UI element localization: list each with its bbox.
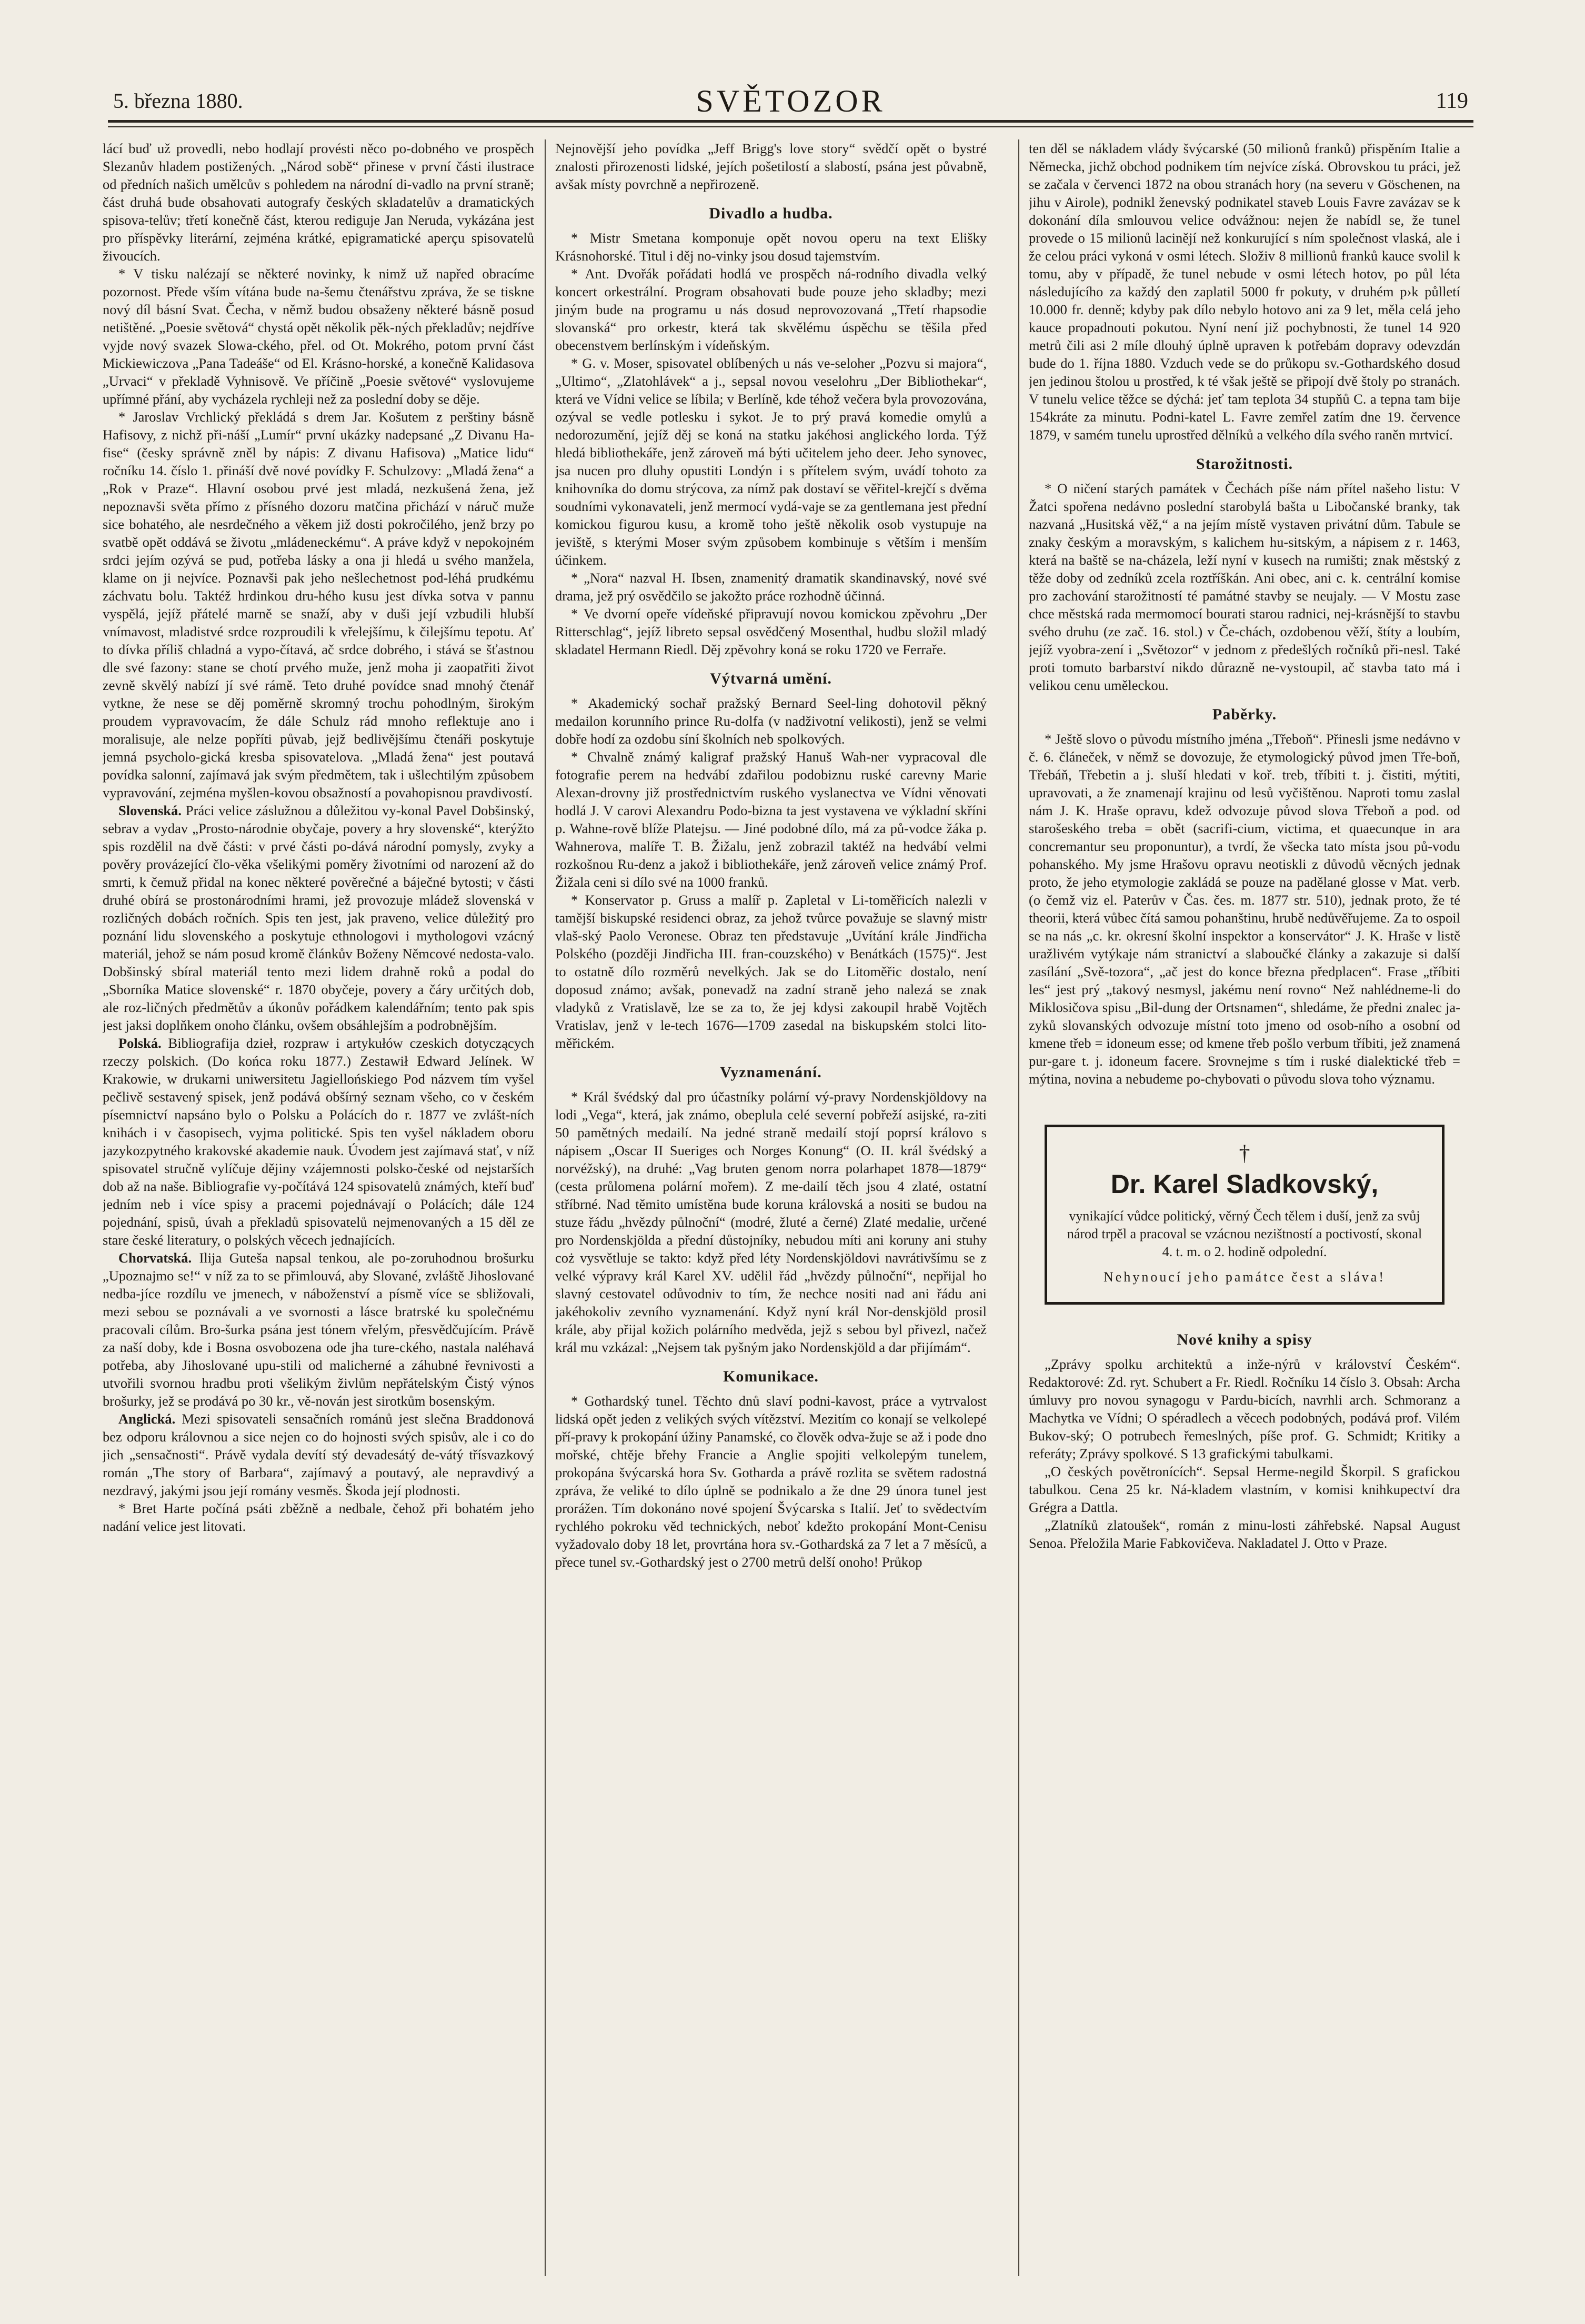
section-lead-slovak: Slovenská. bbox=[118, 803, 182, 818]
column-2 bbox=[555, 139, 987, 2281]
paragraph-text: Mezi spisovateli sensačních románů jest slečna Braddonová bez odporu královnou a sice nejen co do hojnosti svých spisův, ale i co do jich „sensačnosti“. Právě vydala devítí stý devadesátý de-vátý třísvazkový román „The story of Barbara“, zajímavý a poutavý, ale nepravdivý a nezdravý, jakými jsou její romány vesměs. Škoda její plodnosti. bbox=[103, 1411, 534, 1498]
section-heading-communications: Komunikace. bbox=[723, 1368, 819, 1385]
article-paragraph bbox=[103, 802, 534, 1034]
obituary-box bbox=[1045, 1125, 1444, 1305]
article-paragraph: * Ještě slovo o původu místního jména „Třeboň“. Přinesli jsme nedávno v č. 6. článeček, v němž se dovozuje, že etymologický původ jmen Tře-boň, Třebáň, Třebetin a j. sluší hledati v koř. treb, tříbiti t. j. čistiti, mýtiti, upravovati, a že znamenají krajinu od lesů vyčištěnou. Naproti tomu zaslal nám J. K. Hraše opravu, kdež odvozuje původ slova Třeboň a pod. od starošeského treba = obět (sacrifi-cium, victima, et quaecunque in ara concremantur seu proponuntur), a tvrdí, že všecka tato místa jsou pů-vodu pohanského. My jsme Hrašovu opravu neotiskli z důvodů věcných jednak proto, že jeho etymologie zakládá se pouze na padělané glosse v Mat. verb. (o čemž viz el. Paterův v Čas. čes. m. 1877 str. 510), jednak proto, že té theorii, která vůbec čítá samou pohanštinu, hrubě nedůvěřujeme. Za to ospoil se na nás „c. kr. okresní školní inspektor a konservátor“ J. K. Hraše v listě uražlivém vytýkaje nám stranictví a slaboučké články a zakazuje si další zasílání „Svě-tozora“, „ač jest do konce března předplacen“. Frase „tříbiti les“ jest prý „takový nesmysl, jakému není rovno“ Než nahlédneme-li do Miklosičova spisu „Bil-dung der Ortsnamen“, shledáme, že předni znalec ja-zyků slovanských odvozuje místní toto jmeno od osob-ního a osobní od kmene třeb = idoneum esse; od kmene třeb pošlo verbum tříbiti, jež znamená pur-gare t. j. idoneum facere. Srovnejme s tím i ruské dialektické třeb = mýtina, novina a nebudeme po-chybovati o původu slova toho významu. bbox=[1029, 731, 1460, 1087]
article-paragraph: * Bret Harte počíná psáti zběžně a nedbale, čehož při bohatém jeho nadání velice jest litovati. bbox=[103, 1500, 534, 1534]
article-paragraph bbox=[103, 1410, 534, 1499]
paragraph-text: Ilija Guteša napsal tenkou, ale po-zoruhodnou brošurku „Upoznajmo se!“ v níž za to se přimlouvá, aby Slované, zvláště Jihoslované nedba-jíce rozdílu ve jmenech, v náboženství a písmě více se sbližovali, mezi sebou se poznávali a ve svornosti a lásce bratrské ku společnému pracovali cílům. Bro-šurka psána jest tónem vřelým, přesvědčujícím. Právě za naší doby, kde i Bosna osvobozena ode jha ture-ckého, nastala naléhavá potřeba, aby Jihoslované upu-stili od malicherné a záhubné řevnivosti a utvořili svornou hradbu proti všelikým živlům nepřátelským Čistý výnos brošurky, jež se prodává po 30 kr., vě-nován jest sirotkům bosenským. bbox=[103, 1250, 534, 1409]
article-paragraph: Nejnovější jeho povídka „Jeff Brigg's love story“ svědčí opět o bystré znalosti přirozenosti lidské, jejích pošetilostí a slabostí, psána jest půvabně, avšak místy povrchně a nepřirozeně. bbox=[555, 141, 987, 192]
article-paragraph: „O českých povětronících“. Sepsal Herme-negild Škorpil. S grafickou tabulkou. Cena 25 kr. Ná-kladem vlastním, v komisi knihkupectví dra Grégra a Dattla. bbox=[1029, 1464, 1460, 1515]
section-lead-english: Anglická. bbox=[118, 1411, 176, 1427]
section-heading-antiquities: Starožitnosti. bbox=[1196, 455, 1293, 473]
newspaper-title: SVĚTOZOR bbox=[696, 84, 886, 118]
cross-icon: † bbox=[1239, 1141, 1250, 1166]
obituary-text: vynikající vůdce politický, věrný Čech tělem i duší, jenž za svůj národ trpěl a pracoval se vzácnou nezištností a poctivostí, skonal 4. t. m. o 2. hodině odpolední. bbox=[1067, 1208, 1422, 1259]
article-paragraph: * Ve dvorní opeře vídeňské připravují novou komickou zpěvohru „Der Ritterschlag“, jejíž libreto sepsal osvědčený Mosenthal, hudbu složil mladý skladatel Hermann Riedl. Děj zpěvohry koná se roku 1720 ve Ferraře. bbox=[555, 606, 987, 657]
column-3 bbox=[1029, 139, 1460, 2281]
article-paragraph: * Jaroslav Vrchlický překládá s drem Jar. Košutem z perštiny básně Hafisovy, z nichž při-náší „Lumír“ první ukázky nadepsané „Z Divanu Ha-fise“ (česky správně zněl by nápis: Z divanu Hafisova) „Matice lidu“ ročníku 14. číslo 1. přináší dvě nové povídky F. Schulzovy: „Mladá žena“ a „Rok v Praze“. Hlavní osobou prvé jest mladá, nezkušená žena, jež nepoznavši světa přímo z přísného dozoru matčina přichází v náruč muže sice bohatého, ale nesrdečného a věkem již dosti pokročilého, jenž brzy po svatbě opět oddává se životu „mládeneckému“. A práve když v nepokojném srdci jejím ozývá se pud, potřeba lásky a ona ji hledá u svého manžela, klame on ji nejvíce. Poznavši pak jeho nešlechetnost pod-léhá prudkému záchvatu bolu. Taktéž hrdinkou dru-hého kusu jest dívka sotva v pannu vyspělá, jejíž přátelé marně se snaží, aby v duši její vzbudili hlubší vnímavost, mladistvé srdce rozproudili k vřelejšímu, k čilejšímu tepotu. Ať to dívka příliš chladná a vypo-čítavá, ač srdce dobrého, i stává se šťastnou dle své fazony: stane se chotí prvého muže, jenž moha ji zaopatřiti život zevně skvělý nabízí jí své rámě. Teto druhé povídce snad mnohý čtenář vytkne, že nese se děj poměrně skromný trochu pohodlným, širokým proudem vypravovacím, že dále Schulz rád mnoho reflektuje ano i moralisuje, ale nelze popříti půvab, jejž bedlivějšímu čtenáři poskytuje jemná psycholo-gická kresba spisovatelova. „Mladá žena“ jest poutavá povídka salonní, zajímavá jak svým předmětem, tak i ušlechtilým způsobem vypravování, zejména myšlen-kovou obsažností a povahopisnou pravdivostí. bbox=[103, 409, 534, 800]
article-paragraph: * V tisku nalézají se některé novinky, k nimž už napřed obracíme pozornost. Přede vším vítána bude na-šemu čtenářstvu zpráva, že se tiskne nový díl básní Svat. Čecha, v němž budou obsaženy některé básně posud netištěné. „Poesie světová“ chystá opět několik pěk-ných překladův; nejdříve vyjde nový svazek Slowa-ckého, přel. od Ot. Mokrého, potom první část Mickiewiczova „Pana Tadeáše“ od El. Krásno-horské, a konečně Kalidasova „Urvaci“ v překladě Vyhnisově. Ve příčině „Poesie světové“ vyslovujeme upřímné přání, aby vycházela rychleji než za poslední doby se děje. bbox=[103, 266, 534, 407]
article-paragraph: * „Nora“ nazval H. Ibsen, znamenitý dramatik skandinavský, nové své drama, jež prý osvědčilo se jakožto práce rozhodně účinná. bbox=[555, 570, 987, 604]
section-heading-gleanings: Paběrky. bbox=[1212, 706, 1277, 723]
section-lead-croatian: Chorvatská. bbox=[118, 1250, 192, 1266]
paragraph-text: Práci velice záslužnou a důležitou vy-konal Pavel Dobšinský, sebrav a vydav „Prosto-národnie obyčaje, povery a hry slovenské“, kterýžto spis rozdělil na dvě části: v prvé části po-dává národní pomysly, zvyky a pověry provázející člo-věka všelikými poměry životními od narození až do smrti, k čemuž přidal na konec některé pověrečné a báječné bytosti; v části druhé obírá se prostonárodními hrami, jež provozuje mládež slovenská v rozličných dobách ročních. Spis ten jest, jak praveno, velice důležitý pro poznání lidu slovenského a poskytuje ethnologovi i mythologovi vzácný materiál, jehož se nám posud kromě článkův Boženy Němcové nedosta-valo. Dobšinský sbíral materiál tento mezi lidem drahně roků a podal do „Sborníka Matice slovenské“ r. 1870 obyčeje, povery a čáry určitých dob, ale roz-ličných předmětův a úkonův pořádkem kalendářním; tento pak spis jest jaksi doplňkem onoho článku, ovšem obsáhlejším a podrobnějším. bbox=[103, 803, 534, 1033]
section-lead-polish: Polská. bbox=[118, 1035, 162, 1051]
column-divider-1 bbox=[545, 139, 546, 2276]
obituary-name: Dr. Karel Sladkovský, bbox=[1110, 1169, 1379, 1199]
article-paragraph: * Gothardský tunel. Těchto dnů slaví podni-kavost, práce a vytrvalost lidská opět jeden z velikých svých vítězství. Mezitím co konají se velkolepé pří-pravy k prokopání úžiny Panamské, co člověk odva-žuje se až i pode dno mořské, chtěje břehy Francie a Anglie spojiti velkolepým tunelem, prokopána švýcarská hora Sv. Gotharda a právě rozlita se světem radostná zpráva, že veliké to dílo úplně se podnikalo a že dne 29 února tunel jest prorážen. Tím dokonáno nové spojení Švýcarska s Italií. Jeť to svědectvím rychlého pokroku věd technických, neboť kdežto prokopání Mont-Cenisu vyžadovalo doby 18 let, provrtána hora sv.-Gothardská za 7 let a 7 měsíců, a přece tunel sv.-Gothardský jest o 2700 metrů delší onoho! Průkop bbox=[555, 1393, 987, 1570]
article-paragraph: * Mistr Smetana komponuje opět novou operu na text Elišky Krásnohorské. Titul i děj no-vinky jsou dosud tajemstvím. bbox=[555, 230, 987, 264]
header-rule-thin bbox=[108, 126, 1473, 127]
section-heading-new-books: Nové knihy a spisy bbox=[1177, 1331, 1312, 1348]
article-paragraph: lácí buď už provedli, nebo hodlají provésti něco po-dobného ve prospěch Slezanův hladem postižených. „Národ sobě“ přinese v první části ilustrace od předních našich umělcův s pohledem na národní di-vadlo na první straně; část druhá bude obsahovati autografy českých skladatelův a dramatických spisova-telův; třetí konečně část, kterou rediguje Jan Neruda, vykázána jest pro příspěvky literární, zejména krátké, epigramatické aperçu spisovatelů živoucích. bbox=[103, 141, 534, 264]
page-header bbox=[108, 79, 1473, 116]
article-paragraph: * O ničení starých památek v Čechách píše nám přítel našeho listu: V Žatci spořena nedávno poslední starobylá bašta u Libočanské branky, tak nazvaná „Husitská věž,“ a na jejím místě vystaven privátní dům. Tabule se znaky českým a moravským, s kalichem hu-sitským, a nápisem z r. 1463, která na baště se na-cházela, leží nyní v kusech na rumišti; znak městský z těže doby od zedníků zcela roztříškán. Ani obec, ani c. k. centrální komise pro zachování starožitností té památné stavby se neujaly. — V Mostu zase chce městská rada mermomocí bourati starou radnici, nej-krásnější to stavbu svého druhu (ze zač. 16. stol.) v Če-chách, ozdobenou věží, štíty a loubím, jejíž vyobra-zení i „Světozor“ v jednom z předešlých ročníků při-nesl. Také proti tomuto barbarství nikdo důrazně ne-vystoupil, ač stavba tato má i velikou cenu uměleckou. bbox=[1029, 480, 1460, 693]
article-paragraph: * Konservator p. Gruss a malíř p. Zapletal v Li-toměřicích nalezli v tamější biskupské residenci obraz, za jehož tvůrce považuje se slavný mistr vlaš-ský Paolo Veronese. Obraz ten představuje „Uvítání krále Jindřicha Polského (později Jindřicha III. fran-couzského) v Benátkách (1575)“. Jest to ostatně dílo rozměrů nevelkých. Jak se do Litoměřic dostalo, není doposud známo; avšak, ponevadž na zadní straně jeho nalezá se znak vladyků z Vratislavě, lze se za to, že jej kdysi zakoupil hrabě Vojtěch Vratislav, jenž v le-tech 1676—1709 zasedal na biskupském stolci lito-měřickém. bbox=[555, 892, 987, 1051]
column-1 bbox=[103, 139, 534, 2281]
article-paragraph: ten děl se nákladem vlády švýcarské (50 milionů franků) přispěním Italie a Německa, jichž obchod podnikem tím nejvíce získá. Obrovskou tu práci, jež se začala v červenci 1872 na obou stranách hory (na severu v Göschenen, na jihu v Airole), podnikl ženevský podnikatel staveb Louis Favre zavázav se k dokonání díla smlouvou velice odvážnou: nejen že nabídl se, že tunel provede o 15 milionů lacinějí než konkurující s ním společnost vlaská, ale i že celou práci vykoná v osmi létech. Složiv 8 millionů franků kauce svolil k tomu, aby v případě, že tunel nebude v osmi létech hotov, po půl léta následujícího za každý den zaplatil 5000 fr pokuty, v druhém p›k půlletí 10.000 fr. denně; kdyby pak dílo nebylo hotovo ani za 9 let, měla celá jeho kauce propadnouti pokutou. Nyní není již pochybnosti, že tunel 14 920 metrů čili asi 2 míle dlouhý úplně upraven k potřebám dopravy odevzdán bude do 1. října 1880. Vzduch vede se do průkopu sv.-Gothardského dosud jen jedinou štolou u prostřed, k té však ještě se připojí dvě štoly po stranách. V tunelu velice těžce se dýchá: jeť tam teplota 34 stupňů C. a tepna tam bije 154kráte za minutu. Podni-katel L. Favre zemřel zatím dne 19. července 1879, v samém tunelu uprostřed dělníků a velkého díla svého raněn mrtvicí. bbox=[1029, 141, 1460, 443]
article-paragraph: * Král švédský dal pro účastníky polární vý-pravy Nordenskjöldovy na lodi „Vega“, která, jak známo, obeplula celé severní pobřeží asijské, ra-ziti 50 pamětných medailí. Na jedné straně medailí stojí poprsí královo s nápisem „Oscar II Sueriges och Norges Konung“ (O. II. král švédský a norvéžský), na druhé: „Vag bruten genom norra polarhapet 1878—1879“ (cesta průlomena polární mořem). Z me-dailí těch jsou 4 zlaté, ostatní stříbrné. Nad těmito umístěna bude koruna královská a nositi se budou na stuze řádu „hvězdy půlnoční“ (modré, žluté a černé) Zlaté medalie, určené pro Nordenskjölda a přední důstojníky, nebudou míti ani koruny ani stuhy coż vysvětluje se takto: když před léty Nordenskjöldovi navrátivšímu se z velké výpravy král Karel XV. udělil řád „hvězdy půlnoční“, nepřijal ho slavný cestovatel odůvodniv to tím, že nechce nositi nad ani řádu ani jakéhokoliv zevního vyznamenání. Když nyní král Nor-denskjöld prosil krále, aby přijal kožich polárního medvěda, jejž s sebou byl přivezl, načež král mu vzkázal: „Nejsem tak pyšným jako Nordenskjöld a dar přijímám“. bbox=[555, 1089, 987, 1355]
section-heading-theatre-music: Divadlo a hudba. bbox=[709, 205, 833, 222]
article-paragraph bbox=[103, 1034, 534, 1249]
obituary-closing: Nehynoucí jeho památce čest a sláva! bbox=[1104, 1269, 1386, 1285]
section-heading-fine-arts: Výtvarná umění. bbox=[710, 670, 832, 687]
article-paragraph: * G. v. Moser, spisovatel oblíbených u nás ve-seloher „Pozvu si majora“, „Ultimo“, „Zlatohlávek“ a j., sepsal novou veselohru „Der Bibliothekar“, která ve Vídni velice se líbila; v Berlíně, kde téhož večera byla provozována, ozýval se vedle potlesku i sykot. Je to prý pravá komedie omylů a nedorozumění, jejíž děj se koná na statku jakéhosi anglického lorda. Týž hledá bibliothekáře, jenž zároveň má býti učitelem jeho deer. Jeho synovec, jsa nucen pro dluhy opustiti Londýn i s přítelem svým, uvádí tohoto za knihovníka do domu strýcova, za nímž pak dostaví se věřitel-krejčí s dvěma soudními vykonavateli, jenž mermocí vydá-vaje se za gentlemana jest přední komickou figurou kusu, a kromě toho ještě několik osob vystupuje na jeviště, s kterými Moser svým způsobem kombinuje s větším i menším účinkem. bbox=[555, 355, 987, 568]
article-paragraph: * Ant. Dvořák pořádati hodlá ve prospěch ná-rodního divadla velký koncert orkestrální. Program obsahovati bude pouze jeho skladby; mezi jiným bude na programu u nás dosud neprovozovaná „Třetí rhapsodie slovanská“ pro orkestr, která tak skvělému úspěchu se těšila před obecenstvem berlínským i vídeňským. bbox=[555, 266, 987, 353]
article-paragraph: „Zlatníků zlatoušek“, román z minu-losti záhřebské. Napsal August Senoa. Přeložila Marie Fabkovičeva. Nakladatel J. Otto v Praze. bbox=[1029, 1517, 1460, 1551]
article-paragraph: * Akademický sochař pražský Bernard Seel-ling dohotovil pěkný medailon korunního prince Ru-dolfa (v nadživotní velikosti), jenž se velmi dobře hodí za ozdobu síní školních neb spolkových. bbox=[555, 695, 987, 747]
article-paragraph: „Zprávy spolku architektů a inže-nýrů v království Českém“. Redaktorové: Zd. ryt. Schubert a Fr. Riedl. Ročníku 14 číslo 3. Obsah: Archa úmluvy pro novou synagogu v Pardu-bicích, navrhli arch. Schmoranz a Machytka ve Vídni; O spéradlech a věcech podobných, podává prof. Vilém Bukov-ský; O potrubech řemeslných, píše prof. G. Schmidt; Kritiky a referáty; Zprávy spolkové. S 13 grafickými tabulkami. bbox=[1029, 1356, 1460, 1461]
article-paragraph bbox=[103, 1249, 534, 1410]
header-rule-thick bbox=[108, 120, 1473, 123]
article-paragraph: * Chvalně známý kaligraf pražský Hanuš Wah-ner vypracoval dle fotografie perem na hedvábí zdařilou podobiznu ruské carevny Marie Alexan-drovny již prostřednictvím ruského vyslanectva ve Vídni věnovati hodlá J. V carovi Alexandru Podo-bizna ta jest vystavena ve výkladní skříni p. Wahne-rově blíže Platejsu. — Jiné podobné dílo, má za pů-vodce žáka p. Wahnerova, malíře T. B. Žižalu, jenž zobrazil taktéž na hedvábí velmi rozkošnou Ru-denz a jakož i bibliothekáře, jenž zároveň velice známý Prof. Žižala ceni si dílo své na 1000 franků. bbox=[555, 749, 987, 890]
section-heading-awards: Vyznamenání. bbox=[720, 1064, 822, 1081]
page-number: 119 bbox=[1436, 89, 1468, 113]
paragraph-text: Bibliografija dzieł, rozpraw i artykułów czeskich dotyczących rzeczy polskich. (Do końca roku 1877.) Zestawił Edward Jelínek. W Krakowie, w drukarni uniwersitetu Jagiellońskiego Pod názvem tím vyšel pečlivě sestavený spisek, jenž podává obšírný seznam všeho, co v českém písemnictví napsáno bylo o Polsku a Polácích do r. 1877 ve zvlášt-ních knihách i v časopisech, vyjma politické. Spis ten vyšel nákladem oboru jazykozpytného krakovské akademie nauk. Úvodem jest zajímavá stať, v níž spisovatel stručně vylíčuje dějiny vzájemnosti polsko-české od nejstarších dob až na naše. Bibliografie vy-počítává 124 spisovatelů známých, kteří buď jedním neb i více spisy a pracemi pojednávají o Polácích; dále 124 pojednání, spisů, úvah a překladů spisovatelů nejmenovaných a 15 děl ze stare české literatury, o polských věcech jednajících. bbox=[103, 1035, 534, 1248]
issue-date: 5. března 1880. bbox=[113, 89, 243, 113]
column-divider-2 bbox=[1018, 139, 1019, 2276]
